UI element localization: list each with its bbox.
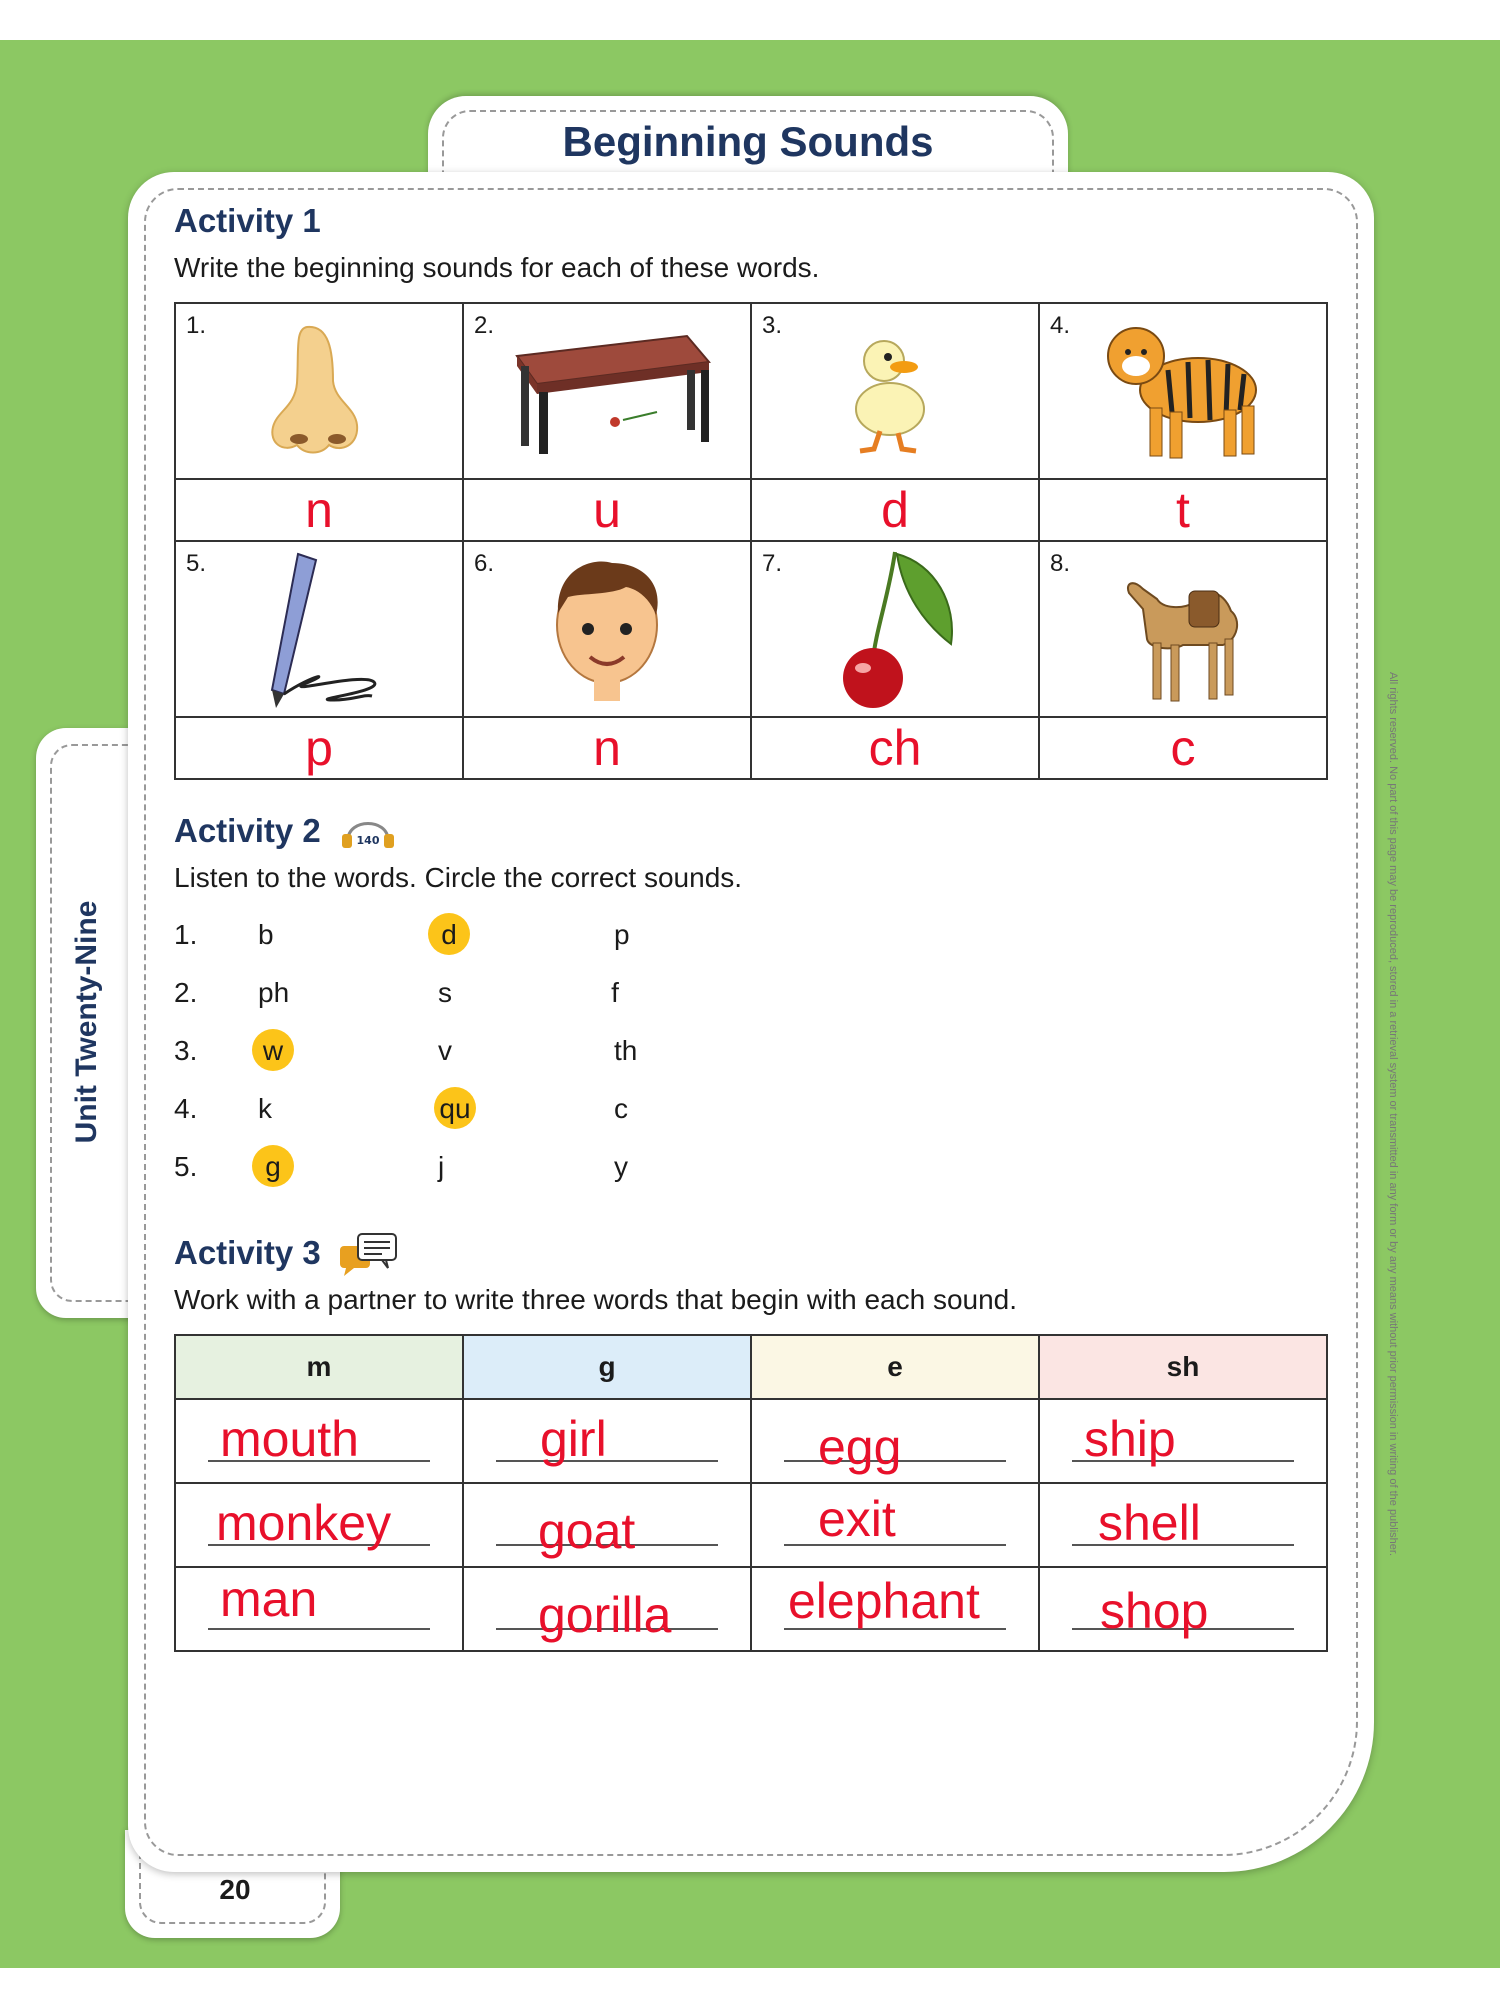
audio-headphones-icon[interactable]	[340, 814, 396, 850]
activity2-instruction: Listen to the words. Circle the correct sounds.	[174, 862, 743, 893]
sound-option[interactable]: b	[258, 919, 274, 950]
page-number: 20	[219, 1874, 251, 1905]
sound-option[interactable]: k	[258, 1093, 272, 1124]
written-word: girl	[540, 1411, 607, 1467]
picture-cell	[1039, 303, 1327, 479]
picture-cell	[175, 303, 463, 479]
audio-track-number: 140	[356, 834, 380, 847]
sound-option[interactable]: y	[614, 1151, 628, 1182]
answer-cell[interactable]: n	[463, 717, 751, 779]
written-word: ship	[1084, 1411, 1176, 1467]
picture-cell	[1039, 541, 1327, 717]
activity3-instruction: Work with a partner to write three words that begin with each sound.	[174, 1284, 1018, 1315]
page-title: Beginning Sounds	[562, 118, 934, 165]
item-number: 7.	[762, 550, 783, 577]
item-number: 5.	[186, 550, 207, 577]
item-number: 6.	[474, 550, 495, 577]
word-cell[interactable]	[463, 1567, 751, 1651]
row-number: 5.	[174, 1151, 198, 1182]
picture-cell	[751, 541, 1039, 717]
word-cell[interactable]	[751, 1567, 1039, 1651]
answer-cell[interactable]: n	[175, 479, 463, 541]
word-cell[interactable]	[751, 1483, 1039, 1567]
sound-header: m	[175, 1335, 463, 1399]
written-word: monkey	[216, 1495, 392, 1551]
written-word: egg	[818, 1419, 902, 1475]
duck-icon	[840, 321, 950, 461]
activity3-table	[174, 1334, 1328, 1652]
row-number: 2.	[174, 977, 198, 1008]
table-icon	[497, 326, 717, 456]
item-number: 3.	[762, 312, 783, 339]
written-word: shell	[1098, 1495, 1201, 1551]
sound-option-circled[interactable]: qu	[434, 1087, 476, 1129]
sound-header: g	[463, 1335, 751, 1399]
sound-option-circled[interactable]: w	[252, 1029, 294, 1071]
word-cell[interactable]	[1039, 1567, 1327, 1651]
sound-row	[174, 913, 774, 957]
picture-cell	[463, 541, 751, 717]
word-cell[interactable]	[175, 1483, 463, 1567]
tiger-icon	[1098, 316, 1268, 466]
activity1-instruction: Write the beginning sounds for each of these words.	[174, 252, 820, 283]
row-number: 1.	[174, 919, 198, 950]
sound-row	[174, 1087, 774, 1131]
speech-bubbles-icon	[338, 1232, 400, 1278]
camel-icon	[1113, 549, 1253, 709]
word-cell[interactable]	[1039, 1399, 1327, 1483]
activity3-title: Activity 3	[174, 1234, 321, 1271]
word-cell[interactable]	[175, 1567, 463, 1651]
word-cell[interactable]	[751, 1399, 1039, 1483]
sound-option[interactable]: j	[438, 1151, 445, 1182]
picture-cell	[751, 303, 1039, 479]
sound-option[interactable]: v	[438, 1035, 452, 1066]
boy-face-icon	[542, 549, 672, 709]
picture-cell	[175, 541, 463, 717]
word-cell[interactable]	[175, 1399, 463, 1483]
picture-cell	[463, 303, 751, 479]
item-number: 4.	[1050, 312, 1071, 339]
cherry-icon	[825, 544, 965, 714]
answer-cell[interactable]: t	[1039, 479, 1327, 541]
item-number: 1.	[186, 312, 207, 339]
written-word: elephant	[788, 1573, 980, 1629]
sound-row	[174, 971, 774, 1015]
written-word: gorilla	[538, 1587, 672, 1643]
sound-header: e	[751, 1335, 1039, 1399]
sound-option[interactable]: c	[614, 1093, 628, 1124]
activity1-title: Activity 1	[174, 202, 321, 239]
sound-option[interactable]: p	[614, 919, 630, 950]
word-cell[interactable]	[463, 1483, 751, 1567]
row-number: 4.	[174, 1093, 198, 1124]
answer-cell[interactable]: d	[751, 479, 1039, 541]
answer-cell[interactable]: u	[463, 479, 751, 541]
nose-icon	[259, 321, 379, 461]
sound-header: sh	[1039, 1335, 1327, 1399]
written-word: shop	[1100, 1583, 1209, 1639]
sound-option[interactable]: th	[614, 1035, 638, 1066]
sound-option-circled[interactable]: f	[594, 971, 636, 1013]
pen-icon	[244, 544, 394, 714]
word-cell[interactable]	[1039, 1483, 1327, 1567]
written-word: goat	[538, 1503, 636, 1559]
sound-option[interactable]: s	[438, 977, 452, 1008]
sound-option[interactable]: ph	[258, 977, 290, 1008]
unit-label: Unit Twenty-Nine	[70, 900, 103, 1144]
answer-cell[interactable]: ch	[751, 717, 1039, 779]
activity1-grid	[174, 302, 1328, 780]
answer-cell[interactable]: p	[175, 717, 463, 779]
sound-option-circled[interactable]: d	[428, 913, 470, 955]
sound-row	[174, 1145, 774, 1189]
activity2-title: Activity 2	[174, 812, 321, 849]
written-word: mouth	[220, 1411, 359, 1467]
answer-cell[interactable]: c	[1039, 717, 1327, 779]
sound-option-circled[interactable]: g	[252, 1145, 294, 1187]
item-number: 2.	[474, 312, 495, 339]
word-cell[interactable]	[463, 1399, 751, 1483]
sound-row	[174, 1029, 774, 1073]
written-word: man	[220, 1571, 318, 1627]
item-number: 8.	[1050, 550, 1071, 577]
copyright-notice: All rights reserved. No part of this page may be reproduced, stored in a retrieval system or transmitted in any form or by any means without prior permission in writing of the publisher.	[1387, 671, 1399, 1557]
row-number: 3.	[174, 1035, 198, 1066]
written-word: exit	[818, 1491, 896, 1547]
